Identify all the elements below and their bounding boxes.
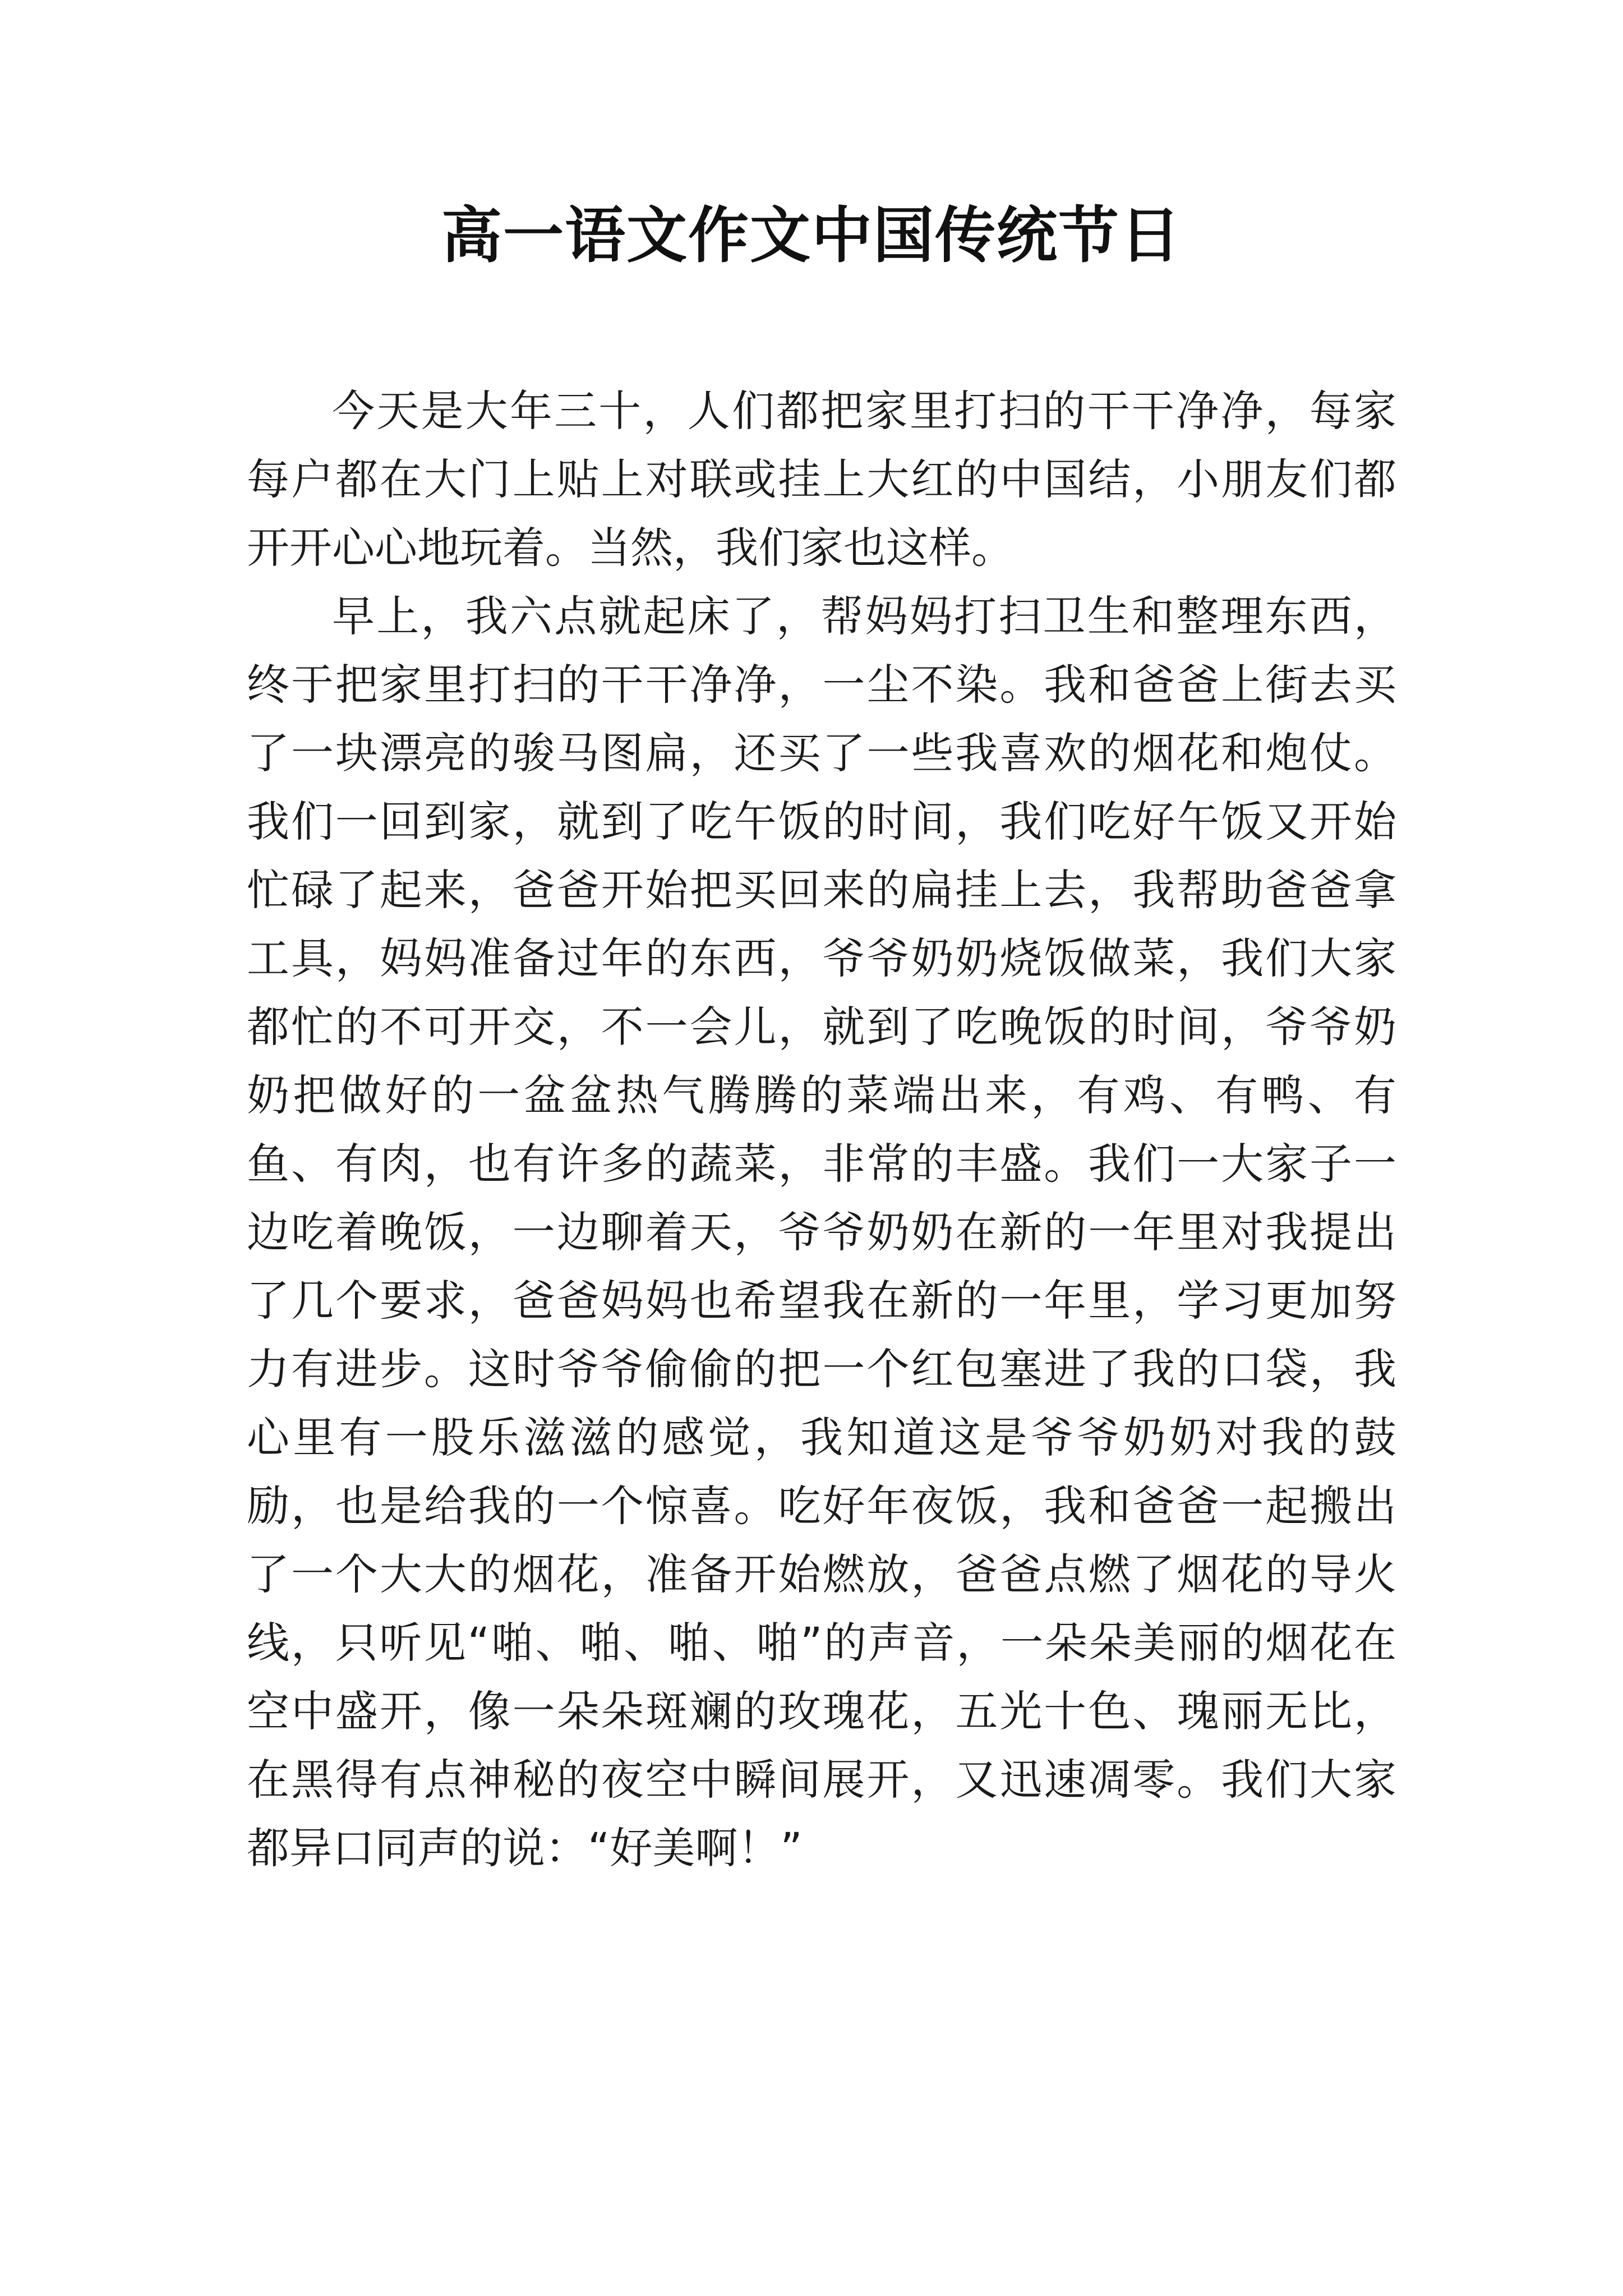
document-title: 高一语文作文中国传统节日 bbox=[441, 200, 1182, 271]
document-body bbox=[247, 377, 1396, 1883]
paragraph-1: 今天是大年三十，人们都把家里打扫的干干净净，每家每户都在大门上贴上对联或挂上大红的中国结，小朋友们都开开心心地玩着。当然，我们家也这样。 bbox=[247, 386, 1396, 573]
paragraph-2: 早上，我六点就起床了，帮妈妈打扫卫生和整理东西，终于把家里打扫的干干净净，一尘不染。我和爸爸上街去买了一块漂亮的骏马图扁，还买了一些我喜欢的烟花和炮仗。我们一回到家，就到了吃午饭的时间，我们吃好午饭又开始忙碌了起来，爸爸开始把买回来的扁挂上去，我帮助爸爸拿工具，妈妈准备过年的东西，爷爷奶奶烧饭做菜，我们大家都忙的不可开交，不一会儿，就到了吃晚饭的时间，爷爷奶奶把做好的一盆盆热气腾腾的菜端出来，有鸡、有鸭、有鱼、有肉，也有许多的蔬菜，非常的丰盛。我们一大家子一边吃着晚饭，一边聊着天，爷爷奶奶在新的一年里对我提出了几个要求，爸爸妈妈也希望我在新的一年里，学习更加努力有进步。这时爷爷偷偷的把一个红包塞进了我的口袋，我心里有一股乐滋滋的感觉，我知道这是爷爷奶奶对我的鼓励，也是给我的一个惊喜。吃好年夜饭，我和爸爸一起搬出了一个大大的烟花，准备开始燃放，爸爸点燃了烟花的导火线，只听见“啪、啪、啪、啪”的声音，一朵朵美丽的烟花在空中盛开，像一朵朵斑斓的玫瑰花，五光十色、瑰丽无比，在黑得有点神秘的夜空中瞬间展开，又迅速凋零。我们大家都异口同声的说：“好美啊！” bbox=[247, 591, 1396, 1873]
